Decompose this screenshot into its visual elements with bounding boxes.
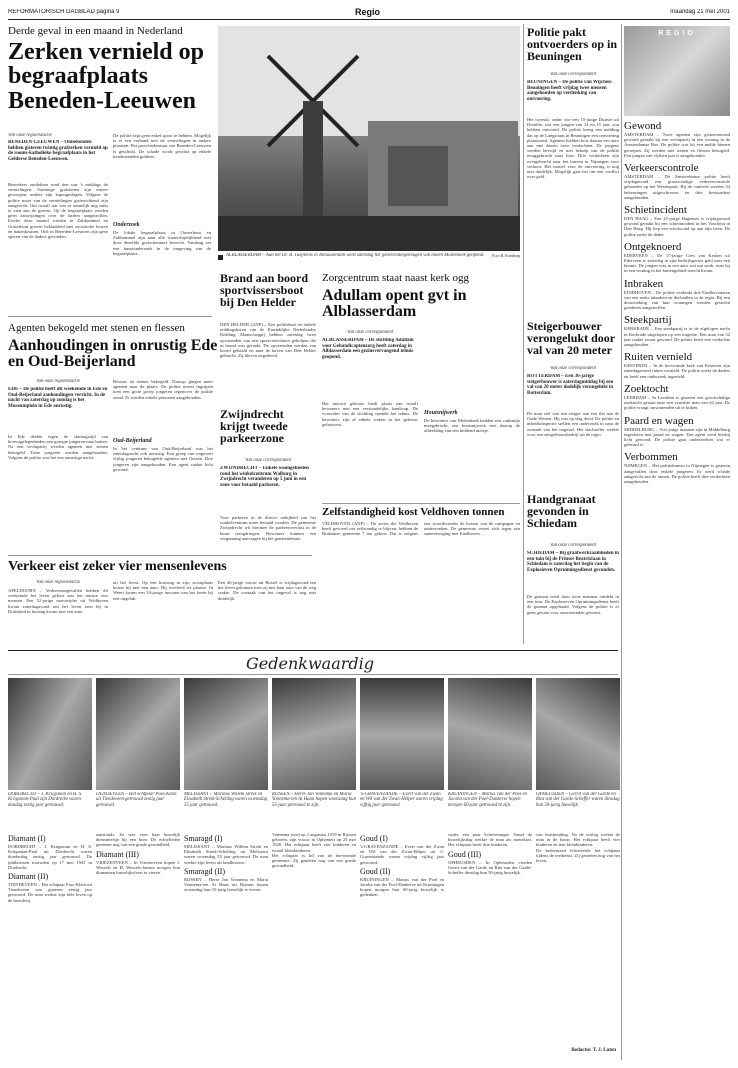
gedenk-heading: Goud (I) (360, 834, 388, 843)
side-brief (624, 451, 730, 484)
couple-photo (8, 678, 92, 790)
side-brief-body: NIJMEGEN – Het politiebureau in Nijmegen is gisteren aangevallen door enkele jongeren. Er werd schade aangericht aan de ramen. De politie heeft drie verdachten aangehouden. (624, 463, 730, 484)
side-brief (624, 204, 730, 237)
couple-photo (96, 678, 180, 790)
gedenk-title: Gedenkwaardig (246, 654, 374, 673)
couple-photo (448, 678, 532, 790)
gedenk-column (184, 832, 268, 1058)
couple-photo-caption: 's-GRAVENZANDE – Evert van der Zwan en Wil van der Zwan-Helper waren vrijdag vijftig jaar getrouwd. (360, 792, 443, 808)
side-brief (624, 120, 730, 158)
zerken-body: Bezoekers ontdekten rond tien uur 's middags de vernielingen. Sommige grafstenen zijn omver geworpen, andere zijn kapotgeslagen. Volgens de politie moet van de vernielingen gisterochtend zijn aangericht. Om twaalf uur was er namelijk nog niets te zien aan de graven. Op de begraafplaats werden geen aanwijzingen over de daders aangetroffen. Eerder deze maand werden in Zaltbommel en Oosterhout graven bekladderd met racistische leuzen en hakenkruisen. Ook in Beneden-Leeuwen zijn geen sporen van de daders gevonden. (8, 182, 108, 240)
side-brief-title: Zoektocht (624, 382, 669, 395)
handgranaat-headline: Handgranaat gevonden in Schiedam (527, 493, 596, 530)
gedenk-photo-row (8, 678, 620, 828)
gedenk-heading: Diamant (I) (8, 834, 46, 843)
gedenk-text: aanstonds. Ze was voor haar huwelijk dienstmeisje bij een boer. De echtelieden genieten nog van een goede gezondheid. (96, 832, 180, 848)
gedenk-text: KRUININGEN – Marius van der Poel en Jacoba van der Poel-Dankerse uit Kruiningen hopen morgen hun 60-jarig huwelijk te gedenken. (360, 876, 444, 898)
couple-photo-card (96, 678, 180, 828)
regio-banner (624, 26, 730, 116)
gedenk-rule (8, 650, 618, 651)
gedenk-text: van huishouding. Na de oorlog werkte de man in de bouw. Het echtpaar heeft vier kinderen en tien kleinkinderen. (536, 832, 620, 848)
masthead-rule (8, 19, 730, 20)
zwijndrecht-byline: Van onze correspondent (245, 458, 291, 463)
politie-lead: BEUNINGEN – De politie van Wijchen-Beuningen heeft vrijdag twee mensen aangehouden op verdenking van ontvoering. (527, 80, 613, 102)
masthead-date: maandag 21 mei 2001 (670, 9, 730, 15)
agenten-sub: Oud-Beijerland (113, 438, 152, 444)
section-rule (8, 555, 312, 556)
side-brief (624, 415, 730, 448)
side-brief-title: Ruiten vernield (624, 351, 693, 364)
gedenk-heading: Diamant (II) (8, 872, 49, 882)
couple-photo-caption: DORDRECHT – J. Kriigsman en H. S. Kriigsman-Paul zijn Dordrecht waren dondag zestig jaar getrouwd. (8, 792, 83, 808)
section-rule (322, 503, 520, 504)
zerken-kicker: Derde geval in een maand in Nederland (8, 25, 183, 37)
zwijndrecht-lead: ZWIJNDRECHT – Enkele woongebieden rond het winkelcentrum Walburg in Zwijndrecht veranderen op 5 juni in een zone voor betaald parkeren. (220, 466, 309, 488)
sloten-byline: Van onze correspondent (550, 366, 596, 371)
gedenk-heading: Smaragd (I) (184, 834, 223, 843)
gedenk-editor: Redactie: T. J. Luten (571, 1048, 616, 1053)
molen-credit: Foto B. Kamburg (492, 253, 520, 258)
agenten-byline: Van onze regioredactie (36, 379, 80, 384)
zerken-body2: De politie zegt geen enkel spoor te hebben. Mogelijk is er een verband met de vernielingen in andere plaatsen. Het parochiebestuur van Beneden-Leeuwen is geschokt. De schade wordt geschat op enkele tienduizenden guldens. (113, 133, 211, 159)
gedenk-column (360, 832, 444, 1058)
couple-photo-caption: KRUININGEN – Marius van der Poel en Jacoba van der Poel-Dankerse hopen morgen 60-jaar getrouwd te zijn. (448, 792, 527, 808)
gedenk-text: Vonnema werd op 2 augustus 1919 in Rijssen geboren, zijn vrouw in Ophemert op 23 mei 1920. Het echtpaar heeft vier kinderen en twaalf kleinkinderen. (272, 832, 356, 853)
gedenk-heading: Goud (III) (448, 849, 482, 859)
column-divider (621, 24, 622, 1060)
adullam-kicker: Zorgcentrum staat naast kerk ogg (322, 272, 470, 284)
gedenk-column (8, 832, 92, 1058)
gedenk-column (536, 832, 620, 1058)
side-brief-title: Verbommen (624, 451, 678, 464)
side-brief-title: Gewond (624, 120, 662, 132)
adullam-headline: Adullam opent gvt in Alblasserdam (322, 288, 467, 321)
couple-photo-card (272, 678, 356, 828)
couple-photo-card (360, 678, 444, 828)
zerken-byline: Van onze regioredactie (8, 133, 52, 138)
gedenk-column (272, 832, 356, 1058)
brand-body: DEN HELDER (ANP) – Een politieboot en enkele reddingsboten van de Koninklijke Nederlandse Redding Maatschappij hebben zaterdag twee opvarenden van een sportvissersboot geholpen die in brand was geraakt. De opvarenden werden van boord gehaald en naar de haven van Den Helder gebracht. Zij bleven ongedeerd. (220, 322, 316, 359)
masthead-left: REFORMATORISCH DAGBLAD pagina 9 (8, 9, 120, 15)
verkeer-headline: Verkeer eist zeker vier mensenlevens (8, 560, 227, 574)
gedenk-heading: Diamant (III) (96, 849, 139, 859)
gedenk-text: OPHEUSDEN – In Opheusden vierden Gerrit van der Garde en Rita van der Garde-Scheffer dinsdag hun 50-jarig huwelijk. (448, 859, 532, 876)
agenten-body: In Ede deelde tegen de sluitingstijd van horecagelegenheden een groepje jongeren naar buiten. Na een vechtpartij werden agenten met stenen bekogeld. Twee jongeren werden aangehouden. Volgens de politie was het een onrustige nacht. (8, 434, 108, 460)
couple-photo-caption: OPHEUSDEN – Gerrit van der Garde en Rita van der Garde-Scheffer waren dinsdag hun 50-jarig huwelijk. (536, 792, 620, 808)
side-brief-title: Paard en wagen (624, 414, 694, 427)
couple-photo (360, 678, 444, 790)
side-brief-body: MIDDELBURG – Vier jonge mannen zijn in Middelburg ingesloten met paard en wagen. Een agent werd hierbij licht gewond. De politie gaat onderzoeken wat er gebeurd is. (624, 426, 730, 448)
masthead-section: Regio (355, 7, 381, 17)
gedenk-text: RIJSSEN – Herre Jan Vonnema en Maria Vonnema-ten Ai Haan uit Rijssen hopen woensdag hun 55-jarig huwelijk te vieren. (184, 876, 268, 893)
regio-banner-label: REGIO (658, 30, 696, 37)
side-brief-body: KERKRADE – Een steekpartij is in de afgelopen nacht in Kerkrade uitgelopen op een tragedie. Een man van 32 jaar raakte zwaar gewond. De politie heeft een verdachte aangehouden. (624, 326, 730, 348)
sloten-lead: ROTTERDAM – Een 36-jarige steigerbouwer is zaterdagmiddag bij een val van 20 meter dodelijk verongelukt in Rotterdam. (527, 374, 614, 396)
zerken-sub: Onderzoek (113, 222, 140, 228)
couple-photo (184, 678, 268, 790)
gedenk-text: VRIEZENVEEN – In Vriezenveen hopen J. Wessels en H. Wessels-Jansen morgen hun diamanten huwelijksfeest te vieren. (96, 859, 180, 876)
verkeer-byline: Van onze regioredactie (36, 580, 80, 585)
brand-headline: Brand aan boord sportvissersboot bij Den Helder (220, 272, 309, 309)
gedenk-column (96, 832, 180, 1058)
side-brief-body: KESTEREN – In de hervormde kerk van Kesteren zijn zaterdagavond ruiten vernield. De politie zoekt de daders en heeft een onderzoek ingesteld. (624, 363, 730, 379)
sloten-body: De man viel van een steiger aan een flat aan de Oude Westen. Hij was op slag dood. De politie en arbeidsinspectie stellen een onderzoek in naar de oorzaak van het ongeval. Het slachtoffer werkte voor een steigerbouwbedrijf uit de regio. (527, 411, 619, 437)
gedenk-heading: Goud (II) (360, 866, 391, 876)
couple-photo-card (536, 678, 620, 828)
gedenk-column (448, 832, 532, 1058)
side-brief-body: EINDHOVEN – De politie verdenkt drie Eindhovenaren van een reeks inbraken en diefstallen in de regio. Bij een doorzoeking van hun woningen werden gestolen goederen aangetroffen. (624, 289, 730, 311)
agenten-lead: EDE – De politie heeft dit weekeinde in Ede en Oud-Beijerland aanhoudingen verricht. In de nacht van zaterdag op zondag is het Museumplein in Ede onrustig. (8, 387, 108, 409)
molen-caption-icon (218, 255, 223, 260)
politie-byline: Van onze correspondent (550, 72, 596, 77)
couple-photo-card (184, 678, 268, 828)
gedenk-text: De kerkenraad feliciteerde het echtpaar tijdens de eredienst. Zij genieten nog van het leven. (536, 847, 620, 864)
side-brief-body: DEN HAAG – Een 25-jarige Hagenaar is vrijdagavond gewond geraakt bij een schietincident in het Voorhout in Den Haag. Hij liep een schotwond op aan zijn been. De politie zoekt de dader. (624, 216, 730, 237)
side-brief-body: AMSTERDAM – De Amsterdamse politie heeft vrijdagavond een grootschalige verkeerscontrole gehouden op het Westerpark. Bij de controle werden 34 bekeuringen uitgeschreven en drie bestuurders aangehouden. (624, 174, 730, 200)
zwijndrecht-headline: Zwijndrecht krijgt tweede parkeerzone (220, 408, 288, 445)
molen-photo (218, 26, 520, 251)
gedenk-text: DORDRECHT – J. Kriigsman en H. S. Kriigsman-Paul uit Dordrecht waren donderdag zestig jaar getrouwd. De jubilarissen trouwden op 17 mei 1941 in Dordrecht. (8, 844, 92, 870)
adullam-body2: De bewoners van Molenhoek hadden een cadeautje meegebracht, een houtsnijwerk met daarop de afbeelding van een biddend meisje. (424, 418, 520, 434)
verkeer-body: APELDOORN – Verkeersongevallen hebben dit weekeinde het leven gekost aan ten minste vier mensen. Een 52-jarige motorrijder uit Veldhoven kwam zaterdagavond om het leven toen hij in Duitsland in botsing kwam met een auto. (8, 588, 108, 614)
gedenk-text: vader, een paar Scheveninger. Vanaf de huwelijksdag werkte de man als metselaar. Het echtpaar heeft drie kinderen. (448, 832, 532, 848)
side-brief (624, 241, 730, 274)
handgranaat-byline: Van onze correspondent (550, 543, 596, 548)
sloten-headline: Steigerbouwer verongelukt door val van 20 meter (527, 320, 615, 357)
side-brief-title: Steekpartij (624, 314, 672, 327)
zerken-lead: BENEDEN-LEEUWEN – Onbekenden hebben gisteren twintig grafzerken vernield op de rooms-katholieke begraafplaats in het Gelderse Beneden-Leeuwen. (8, 140, 108, 162)
side-brief (624, 351, 730, 379)
side-brief (624, 278, 730, 311)
agenten-kicker: Agenten bekogeld met stenen en flessen (8, 322, 185, 334)
side-brief (624, 162, 730, 200)
windmill-icon (218, 26, 520, 251)
gedenk-text: MELISSANT – Marinus Willem Streik en Elisabeth Streik-Schelling uit Melissant waren woensdag 55 jaar getrouwd. De man werkte zijn leven als landbouwer. (184, 844, 268, 865)
couple-photo-card (8, 678, 92, 828)
gedenk-heading: Smaragd (II) (184, 866, 226, 876)
side-briefs (624, 120, 730, 1060)
handgranaat-body: De granaat werd door twee mannen ontdekt in een tuin. De Explosieven Opruimingsdienst heeft de granaat opgehaald. Volgens de politie is er geen gevaar voor omwonenden geweest. (527, 594, 619, 615)
side-brief-body: AMSTERDAM – Twee agenten zijn gisterenavond gewond geraakt bij een vechtpartij in een woning in de Amsterdamse Bos. De politie was bij een melde binnen geroepen. Zij werden met stenen en flessen bekogeld. Een jongen van vijftien jaar is aangehouden. (624, 132, 730, 158)
zelfstandig-headline: Zelfstandigheid kost Veldhoven tonnen (322, 507, 505, 518)
adullam-lead: ALBLASSERDAM – De stichting Adullam voor Gehandicaptenzorg heeft zaterdag in Alblasserdam een gezinsvervangend tehuis geopend. (322, 338, 414, 360)
adullam-byline: Van onze correspondent (347, 330, 393, 335)
verkeer-body3: Een 46-jarige vrouw uit Boxtel is vrijdagavond om het leven gekomen toen zij met haar auto van de weg raakte. De oorzaak van het ongeval is nog niet duidelijk. (218, 580, 316, 601)
column-divider (523, 24, 524, 644)
side-brief-title: Verkeerscontrole (624, 162, 699, 175)
agenten-body2: Bewust en stenen bekogeld. Daarop gingen meer agenten naar de plaats. De politie moest ingrijpen toen een grote groep jongeren tegenover de politie stond. Er werden enkele personen aangehouden. (113, 379, 213, 400)
couple-photo-caption: IJENDEVEEN – Het echtpaar Pass-Klein uit Tiendeveen getrouwd zestig jaar getrouwd. (96, 792, 177, 808)
side-brief-body: LEERDAM – In Leerdam is gisteren een grootschalige zoektocht gestart naar een vermiste man van 64 jaar. De politie vraagt omwonenden uit te kijken. (624, 394, 730, 411)
gedenk-columns (8, 832, 620, 1058)
couple-photo-card (448, 678, 532, 828)
zelfstandig-body: VELDHOVEN (ANP) – De acties die Veldhoven heeft gevoerd om zelfstandig te blijven, hebben de Brabantse gemeente 7 ton gekost. Dat is volgens een woordvoerder de kosten van de campagne en onderzoeken. De gemeente verzet zich tegen een samenvoeging met Eindhoven. (322, 521, 520, 537)
side-brief-title: Schietincident (624, 204, 687, 217)
gedenk-text: TIENDEVEEN – Het echtpaar Pass-Klein uit Tiendeveen was gisteren zestig jaar getrouwd. De man werkte zijn hele leven op de boerderij. (8, 882, 92, 903)
molen-caption: ALBLASSERDAM – Aan het Dr. B. Tuepleins in Alblasserdam werd zaterdag het genereratiegeheugen van molen Molenhoek geopend. (226, 253, 485, 258)
politie-body: Het tweetal, onder wie een 15-jarige Duitser uit Drenthe, zou een jongen van 14 en 15 jaar, zou hebben ontvoerd. De politie kreeg een melding dat op de Langstraat in Beuningen een ontvoering plaatsvond. Agenten hielden kort daarna een auto aan met daarin twee verdachten. De jongens werden bevrijd en met behulp van de politie teruggebracht naar huis. Drie verdachten zijn overgebracht naar het bureau in Nijmegen voor verhoor. Het motief voor de ontvoering is nog niet duidelijk. Mogelijk gaat het om een conflict over geld. (527, 117, 619, 180)
side-brief-title: Inbraken (624, 277, 664, 290)
side-brief (624, 314, 730, 347)
agenten-headline: Aanhoudingen in onrustig Ede en Oud-Beijerland (8, 338, 218, 371)
couple-photo (272, 678, 356, 790)
side-brief (624, 383, 730, 411)
gedenk-text: 's-GRAVENZANDE – Evert van der Zwan en Wil van der Zwan-Helper uit 's-Gravenzande waren vrijdag vijftig jaar getrouwd. (360, 844, 444, 865)
adullam-sub: Houtsnijwerk (424, 410, 458, 416)
couple-photo-caption: MELISSANT – Marinus Willem Streik en Elisabeth Streik-Schelling waren woensdag 55 jaar getrouwd. (184, 792, 268, 808)
couple-photo (536, 678, 620, 790)
gedenk-subrule (8, 674, 618, 675)
section-rule (8, 316, 212, 317)
adullam-body: Het nieuwe gebouw biedt plaats aan twaalf bewoners met een verstandelijke handicap. De voorzitter van de stichting opende het tehuis. De bewoners zijn al enkele weken in het gebouw gehuisvest. (322, 401, 418, 427)
couple-photo-caption: RIJSSEN – Herre Jan Vonnema en Maria Vonnema-ten Ai Haan hopen woensdag hun 55-jaar getrouwd te zijn. (272, 792, 356, 808)
politie-headline: Politie pakt ontvoerders op in Beuningen (527, 26, 617, 63)
zerken-headline: Zerken vernield op begraafplaats Beneden-Leeuwen (8, 40, 204, 114)
verkeer-body2: uit het leven. Op een kruising in zijn woonplaats botste hij met een auto. Hij overleed ter plaatse. In Weert kwam een 34-jarige inwoner van het leven bij een ongeluk. (113, 580, 213, 601)
handgranaat-lead: SCHIEDAM – Bij graafwerkzaamheden in een tuin bij de Prinses Beatrixlaan in Schiedam is zaterdag het begin van de Explosieven Opruimingsdienst gevonden. (527, 551, 619, 573)
zwijndrecht-body: Voor parkeren in de directe nabijheid van het winkelcentrum moet betaald worden. De gemeente Zwijndrecht wil hiermee de parkeeroverlast in de buurt terugdringen. Bewoners kunnen een vergunning aanvragen bij het gemeentehuis. (220, 515, 316, 541)
side-brief-body: EDERVEEN – De 17-jarige Cees van Keulen uit Ederveen is zaterdag in zijn bedrijfsgerust geld naar een kennis. De jongen was in een auto wat nat werk, toen hij in een woning in het buitengebied terecht kwam. (624, 252, 730, 274)
gedenk-text: Het echtpaar is lid van de hervormde gemeente. Zij genieten nog van een goede gezondheid. (272, 852, 356, 869)
side-brief-title: Ontgeknoerd (624, 240, 682, 253)
agenten-body3: In het centrum van Oud-Beijerland was het zaterdagnacht ook onrustig. Een groep van ongeveer vijftig jongeren bekogelde agenten met flessen. Drie jongeren zijn aangehouden. Een agent raakte licht gewond. (113, 446, 213, 472)
zerken-body3: De lokale begraafplaats in Oosterhout en Zaltbommel zijn naar alle waarschijnlijkheid niet door dezelfde grafschenners bezocht. Vandaag zet een buurtonderzoek in de omgeving van de begraafplaats. (113, 230, 211, 256)
